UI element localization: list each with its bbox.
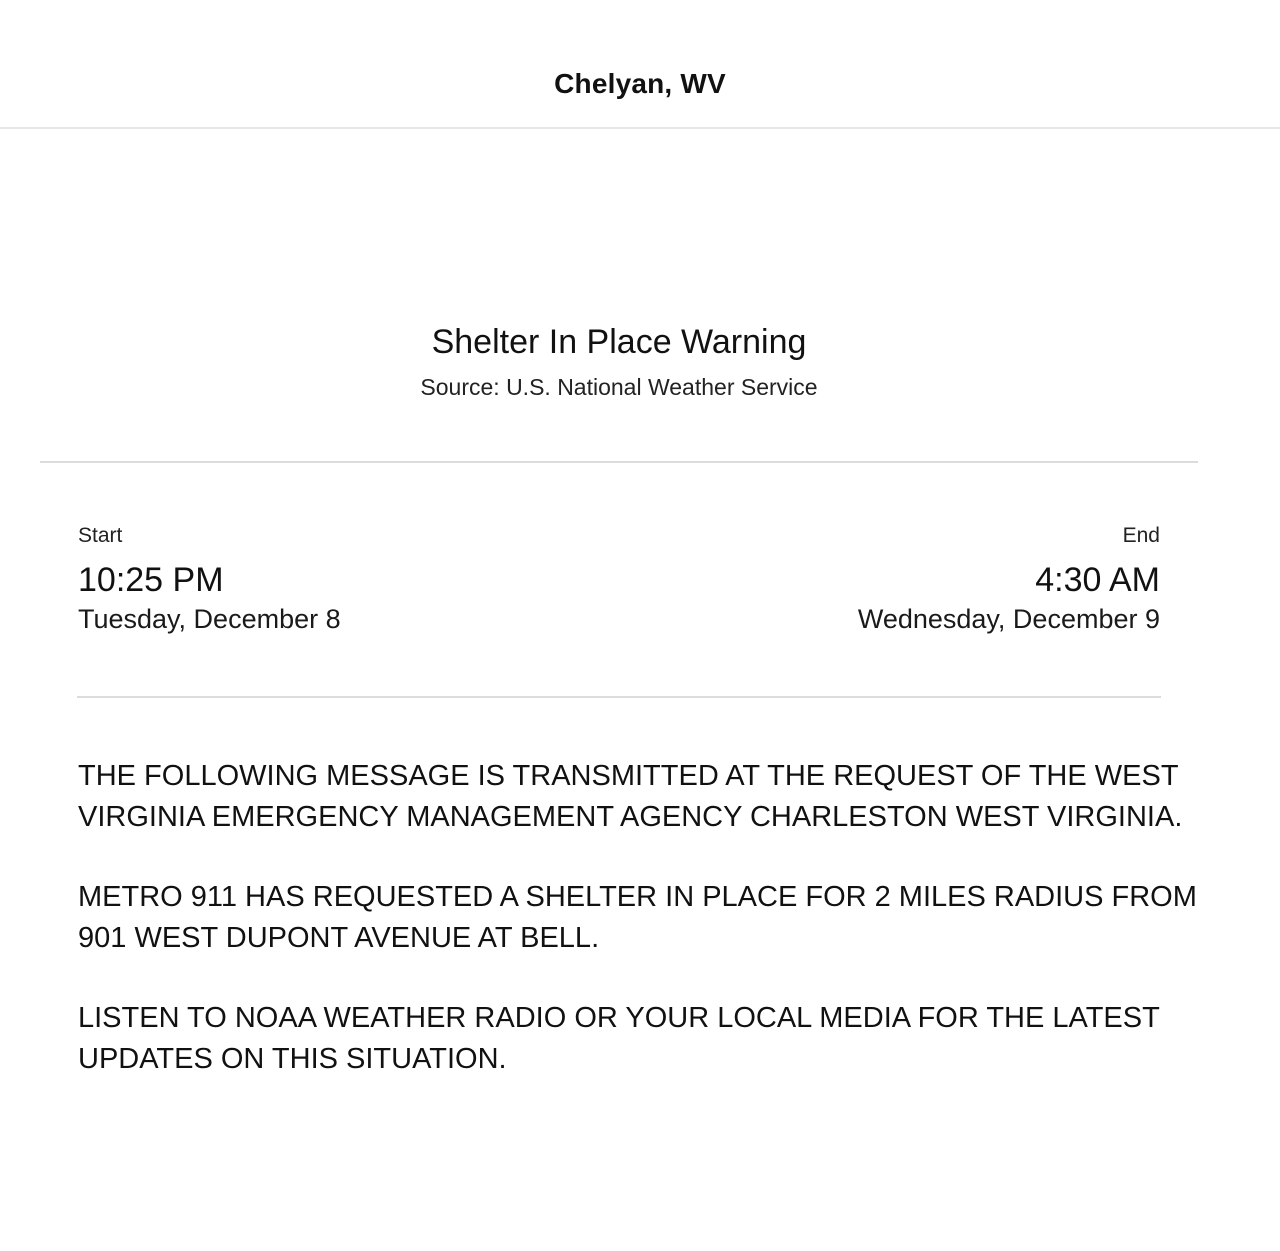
message-paragraph: THE FOLLOWING MESSAGE IS TRANSMITTED AT THE REQUEST OF THE WEST VIRGINIA EMERGENCY MANAGEMENT AGENCY CHARLESTON WEST VIRGINIA.	[78, 760, 1183, 833]
alert-title: Shelter In Place Warning	[431, 323, 807, 361]
end-time-block	[858, 522, 1160, 636]
message-paragraph: LISTEN TO NOAA WEATHER RADIO OR YOUR LOCAL MEDIA FOR THE LATEST UPDATES ON THIS SITUATION.	[78, 1002, 1160, 1075]
start-date: Tuesday, December 8	[78, 604, 341, 634]
end-date: Wednesday, December 9	[857, 604, 1160, 634]
message-paragraph: METRO 911 HAS REQUESTED A SHELTER IN PLACE FOR 2 MILES RADIUS FROM 901 WEST DUPONT AVENUE AT BELL.	[78, 881, 1197, 954]
start-time-block	[78, 522, 341, 636]
alert-source: Source: U.S. National Weather Service	[420, 374, 818, 400]
divider	[40, 461, 1198, 463]
start-label: Start	[78, 524, 123, 547]
header-bar	[0, 0, 1280, 129]
location-title: Chelyan, WV	[554, 68, 726, 99]
divider	[77, 696, 1161, 698]
alert-message	[78, 756, 1198, 1119]
start-time: 10:25 PM	[78, 561, 224, 599]
end-label: End	[1122, 524, 1160, 547]
end-time: 4:30 AM	[1035, 561, 1160, 599]
